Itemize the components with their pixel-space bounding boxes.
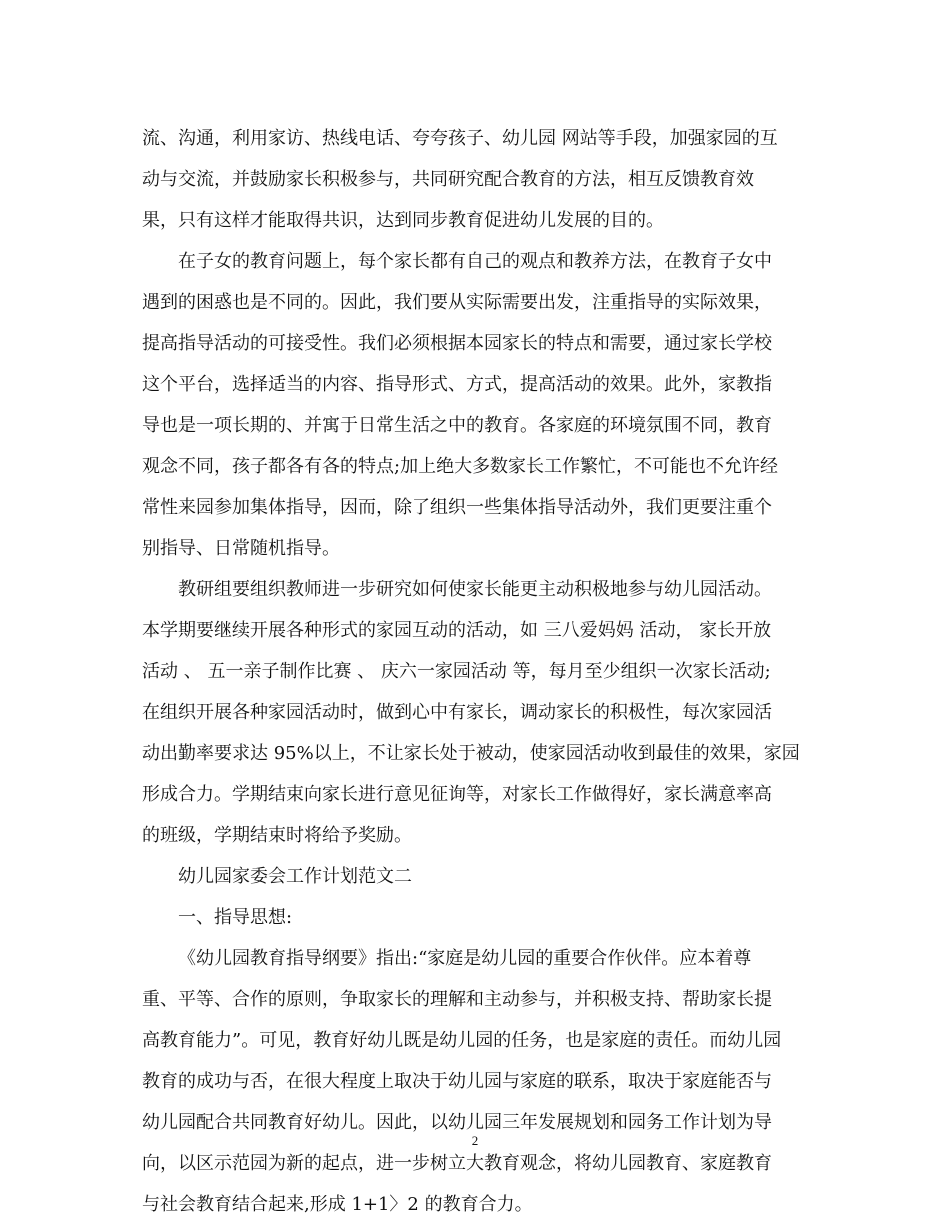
text-line: 的班级，学期结束时将给予奖励。 <box>142 825 412 846</box>
text-line: 活动 、 五一亲子制作比赛 、 庆六一家园活动 等，每月至少组织一次家长活动; <box>142 661 771 682</box>
text-line: 别指导、日常随机指导。 <box>142 538 340 559</box>
text-line: 导也是一项长期的、并寓于日常生活之中的教育。各家庭的环境氛围不同，教育 <box>142 415 772 436</box>
text-line: 高教育能力”。可见，教育好幼儿既是幼儿园的任务，也是家庭的责任。而幼儿园 <box>142 1030 782 1051</box>
text-line: 幼儿园配合共同教育好幼儿。因此，以幼儿园三年发展规划和园务工作计划为导 <box>142 1112 772 1133</box>
text-line: 教育的成功与否，在很大程度上取决于幼儿园与家庭的联系，取决于家庭能否与 <box>142 1071 772 1092</box>
text-line: 形成合力。学期结束向家长进行意见征询等，对家长工作做得好，家长满意率高 <box>142 784 772 805</box>
text-line: 重、平等、合作的原则，争取家长的理解和主动参与，并积极支持、帮助家长提 <box>142 989 772 1010</box>
text-line: 这个平台，选择适当的内容、指导形式、方式，提高活动的效果。此外，家教指 <box>142 374 772 395</box>
section-heading: 一、指导思想: <box>178 907 293 928</box>
page-number: 2 <box>471 1133 479 1148</box>
text-line: 本学期要继续开展各种形式的家园互动的活动，如 三八爱妈妈 活动， 家长开放 <box>142 620 772 641</box>
document-body <box>142 118 814 1225</box>
paragraph-start-line: 《幼儿园教育指导纲要》指出:“家庭是幼儿园的重要合作伙伴。应本着尊 <box>178 948 752 969</box>
paragraph-start-line: 教研组要组织教师进一步研究如何使家长能更主动积极地参与幼儿园活动。 <box>178 579 772 600</box>
text-line: 在组织开展各种家园活动时，做到心中有家长，调动家长的积极性，每次家园活 <box>142 702 772 723</box>
text-line: 动与交流，并鼓励家长积极参与，共同研究配合教育的方法，相互反馈教育效 <box>142 169 754 190</box>
text-line: 观念不同，孩子都各有各的特点;加上绝大多数家长工作繁忙，不可能也不允许经 <box>142 456 779 477</box>
text-line: 遇到的困惑也是不同的。因此，我们要从实际需要出发，注重指导的实际效果， <box>142 292 772 313</box>
paragraph-start-line: 在子女的教育问题上，每个家长都有自己的观点和教养方法，在教育子女中 <box>178 251 772 272</box>
text-line: 提高指导活动的可接受性。我们必须根据本园家长的特点和需要，通过家长学校 <box>142 333 772 354</box>
text-line: 常性来园参加集体指导，因而，除了组织一些集体指导活动外，我们更要注重个 <box>142 497 772 518</box>
text-line: 果，只有这样才能取得共识，达到同步教育促进幼儿发展的目的。 <box>142 210 664 231</box>
section-title: 幼儿园家委会工作计划范文二 <box>178 866 412 887</box>
text-line: 流、沟通，利用家访、热线电话、夸夸孩子、幼儿园 网站等手段，加强家园的互 <box>142 128 778 149</box>
text-line: 与社会教育结合起来,形成 1+1〉2 的教育合力。 <box>142 1194 533 1215</box>
text-line: 向，以区示范园为新的起点，进一步树立大教育观念，将幼儿园教育、家庭教育 <box>142 1153 772 1174</box>
text-line: 动出勤率要求达 95%以上，不让家长处于被动，使家园活动收到最佳的效果，家园 <box>142 743 800 764</box>
